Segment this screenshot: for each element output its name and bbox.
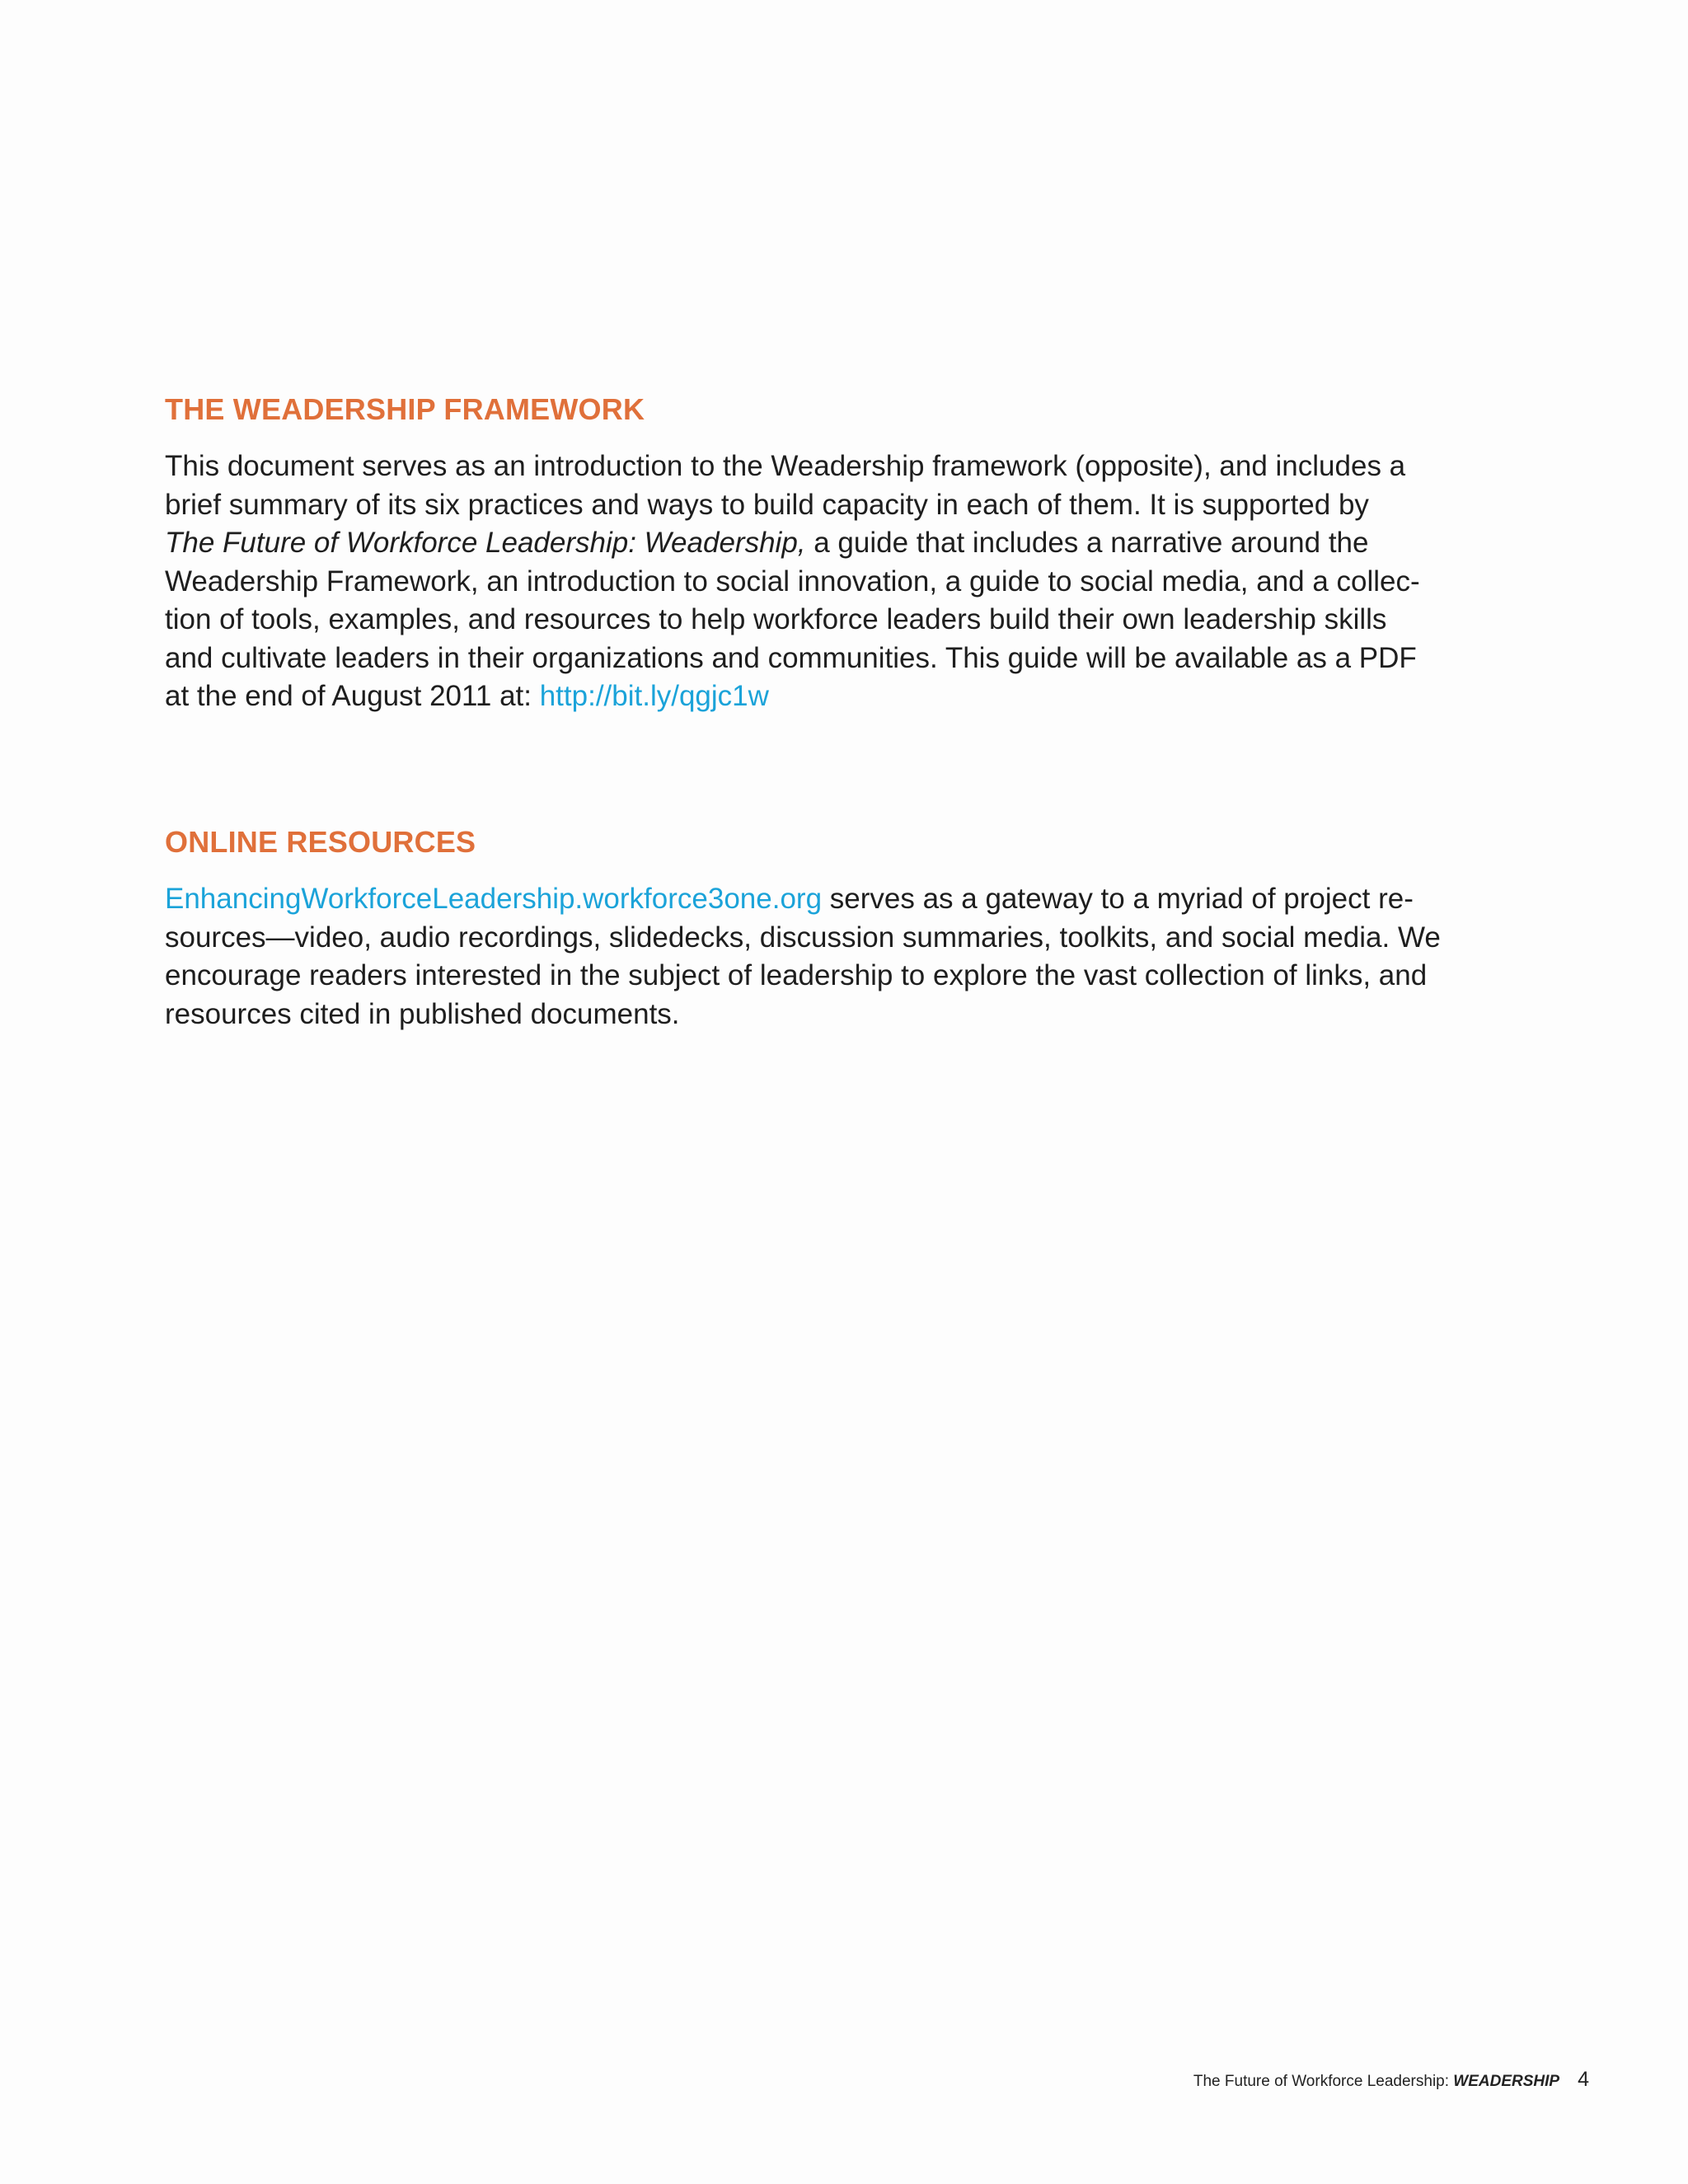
paragraph-line [165,677,1550,716]
paragraph-line: sources—video, audio recordings, slidedecks, discussion summaries, toolkits, and social media. We [165,921,1441,954]
paragraph-line: tion of tools, examples, and resources to help workforce leaders build their own leadership skills [165,603,1387,635]
section-heading-framework: THE WEADERSHIP FRAMEWORK [165,392,645,426]
paragraph-text: serves as a gateway to a myriad of project re- [822,883,1414,915]
page-footer [1193,2067,1589,2094]
paragraph-line: encourage readers interested in the subject of leadership to explore the vast collection of links, and [165,959,1428,991]
paragraph-line: resources cited in published documents. [165,997,680,1030]
paragraph-line [165,524,1550,563]
page-number: 4 [1578,2068,1589,2091]
paragraph-line: brief summary of its six practices and ways to build capacity in each of them. It is supported by [165,488,1369,521]
paragraph-line [165,880,1550,919]
section-heading-online-resources: ONLINE RESOURCES [165,825,476,859]
resources-paragraph [165,880,1550,1033]
guide-title: The Future of Workforce Leadership: Weadership, [165,527,806,559]
online-resources-section [165,824,1550,1033]
paragraph-text: a guide that includes a narrative around the [805,527,1369,559]
workforce3one-link[interactable]: EnhancingWorkforceLeadership.workforce3one.org [165,883,823,915]
paragraph-text: at the end of August 2011 at: [165,680,540,712]
framework-paragraph [165,448,1550,716]
framework-section [165,391,1550,716]
paragraph-line: This document serves as an introduction to the Weadership framework (opposite), and includes a [165,450,1406,482]
footer-brand: WEADERSHIP [1453,2073,1560,2090]
paragraph-line: Weadership Framework, an introduction to social innovation, a guide to social media, and a collec- [165,565,1420,598]
footer-title: The Future of Workforce Leadership: [1193,2073,1454,2090]
paragraph-line: and cultivate leaders in their organizations and communities. This guide will be available as a PDF [165,641,1417,674]
guide-pdf-link[interactable]: http://bit.ly/qgjc1w [539,680,769,712]
